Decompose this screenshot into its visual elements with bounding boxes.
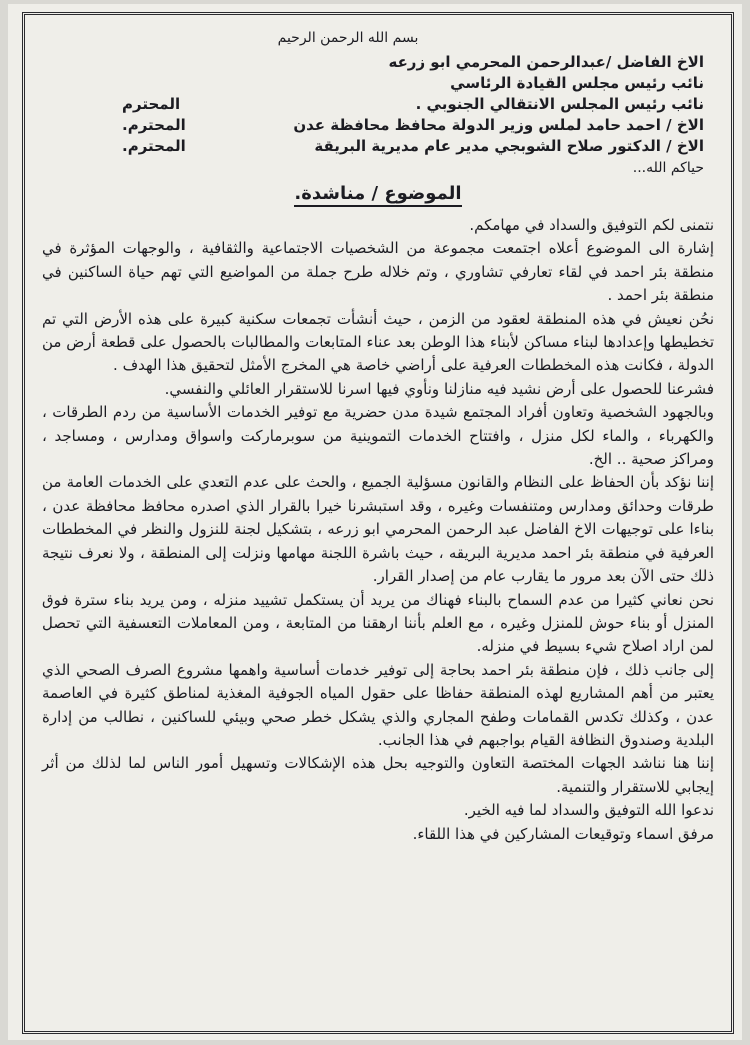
paragraph: إننا نؤكد بأن الحفاظ على النظام والقانون مسؤلية الجميع ، والحث على عدم التعدي على الخدمات العامة من طرقات وحدائق ومدارس ومتنفسات وغيره ، وقد استبشرنا خيرا بالقرار الذي اصدره محافظ محافظة عدن ، بناءا على توجيهات الاخ الفاضل عبد الرحمن المحرمي ابو زرعه ، بتشكيل لجنة للنزول والنظر في المخططات العرفية في منطقة بئر احمد مديرية البريقه ، حيث باشرة اللجنة مهامها ونزلت إلى المنطقة ، ولا نعرف نتيجة ذلك حتى الآن بعد مرور ما يقارب عام من إصدار القرار. <box>42 473 714 586</box>
recipient-honorific <box>42 73 122 94</box>
subject-heading <box>42 183 714 204</box>
recipient-honorific: المحترم <box>122 95 181 113</box>
paragraph: إلى جانب ذلك ، فإن منطقة بئر احمد بحاجة إلى توفير خدمات أساسية واهمها مشروع الصرف الصحي الذي يعتبر من أهم المشاريع لهذه المنطقة حفاظا على حقول المياه الجوفية المغذية لمناطق كثيرة في العاصمة عدن ، وكذلك تكدس القمامات وطفح المجاري والذي يشكل خطر صحي وبيئي للساكنين ، نطالب من إدارة البلدية وصندوق النظافة القيام بواجبهم في هذا الجانب. <box>42 660 714 749</box>
attachment-note: مرفق اسماء وتوقيعات المشاركين في هذا اللقاء. <box>412 824 714 843</box>
paragraph: نحن نعاني كثيرا من عدم السماح بالبناء فهناك من يريد أن يستكمل تشييد منزله ، ومن يريد بناء سترة فوق المنزل أو بناء حوش للمنزل وغيره ، مع العلم بأننا ارهقنا من المتابعة ، ومن المعاملات التعسفية التي تحصل لمن اراد اصلاح شيء بسيط في منزله. <box>42 590 714 656</box>
paragraph: نحُن نعيش في هذه المنطقة لعقود من الزمن ، حيث أنشأت تجمعات سكنية كبيرة على هذه الأرض التي تم تخطيطها وإعدادها لبناء مساكن لأبناء هذا الوطن بعد عناء المتابعات والمطالبات بالحصول على قطعة أرض من الدولة ، فكانت هذه المخططات العرفية على أراضي خاصة هي المخرج الأمثل لتحقيق هذا الهدف . <box>42 309 714 375</box>
recipient-line <box>42 115 714 136</box>
paragraph: فشرعنا للحصول على أرض نشيد فيه منازلنا ونأوي فيها اسرنا للاستقرار العائلي والنفسي. <box>164 379 714 398</box>
recipient-name: نائب رئيس المجلس الانتقالي الجنوبي . <box>415 95 704 113</box>
paper-sheet <box>8 4 742 1040</box>
recipient-line <box>42 94 714 115</box>
recipient-honorific: المحترم. <box>122 116 186 134</box>
letter-body <box>42 26 714 846</box>
greeting: حياكم الله... <box>632 160 704 176</box>
recipient-honorific: المحترم. <box>122 137 186 155</box>
recipient-line <box>42 52 714 73</box>
paragraph: نتمنى لكم التوفيق والسداد في مهامكم. <box>469 216 714 234</box>
recipient-name: الاخ الفاضل /عبدالرحمن المحرمي ابو زرعه <box>388 53 704 71</box>
basmala: بسم الله الرحمن الرحيم <box>277 30 419 46</box>
paragraph: ندعوا الله التوفيق والسداد لما فيه الخير. <box>463 801 714 820</box>
recipient-name: نائب رئيس مجلس القيادة الرئاسي <box>450 74 704 92</box>
recipient-line <box>42 136 714 157</box>
recipient-name: الاخ / احمد حامد لملس وزير الدولة محافظ محافظة عدن <box>293 116 704 134</box>
paragraph: إننا هنا نناشد الجهات المختصة التعاون والتوجيه بحل هذه الإشكالات وتسهيل أمور الناس لما لذلك من أثر إيجابي للاستقرار والتنمية. <box>42 754 714 796</box>
subject-text: الموضوع / مناشدة. <box>294 183 461 207</box>
paragraph: وبالجهود الشخصية وتعاون أفراد المجتمع شيدة مدن حضرية مع توفير الخدمات الأساسية من ردم الطرقات ، والكهرباء ، والماء لكل منزل ، وافتتاح الخدمات التموينية من سوبرماركت واسواق ومدارس ، ومساجد ، ومراكز صحية .. الخ. <box>42 403 714 469</box>
recipient-name: الاخ / الدكتور صلاح الشوبجي مدير عام مديرية البريقة <box>314 137 704 155</box>
recipient-line <box>42 73 714 94</box>
recipient-honorific <box>42 52 122 73</box>
paragraph: إشارة الى الموضوع أعلاه اجتمعت مجموعة من الشخصيات الاجتماعية والثقافية ، والوجهات المؤثرة في منطقة بئر احمد في لقاء تعارفي تشاوري ، وتم خلاله طرح جملة من المواضيع التي تهم حياة الساكنين في منطقة بئر احمد . <box>42 239 714 305</box>
